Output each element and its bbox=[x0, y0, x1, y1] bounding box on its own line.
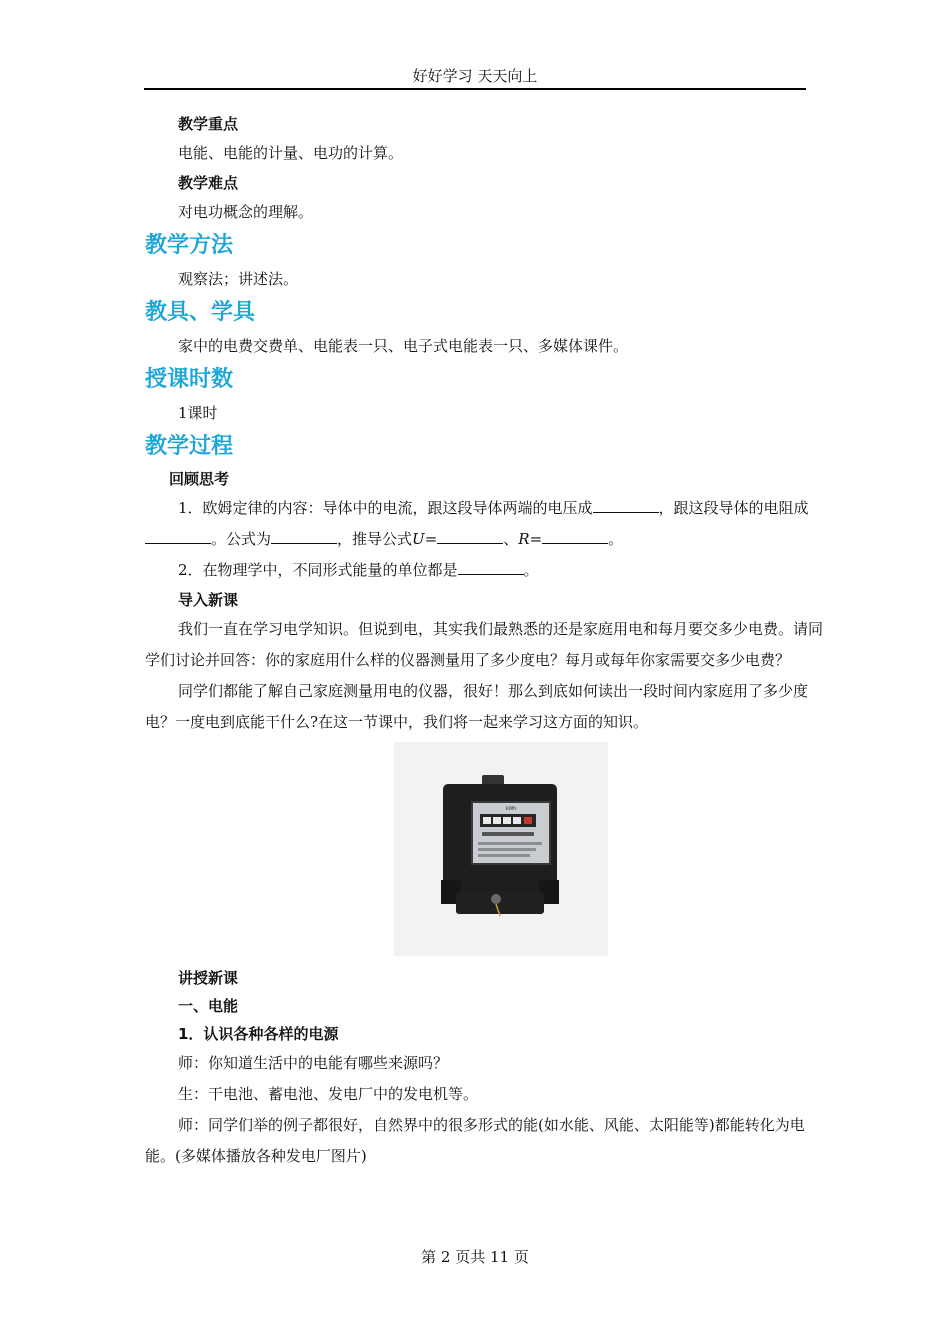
q1-part1: 1．欧姆定律的内容：导体中的电流，跟这段导体两端的电压成 bbox=[178, 499, 593, 517]
review-question-1 bbox=[145, 493, 825, 555]
q1-part4: ，推导公式 bbox=[337, 530, 413, 548]
difficulties-heading: 教学难点 bbox=[178, 174, 239, 192]
review-question-2 bbox=[145, 555, 825, 586]
q1-part3: 。公式为 bbox=[211, 530, 272, 548]
answer-blank bbox=[458, 560, 524, 575]
equals-sign: = bbox=[424, 530, 438, 548]
tools-text: 家中的电费交费单、电能表一只、电子式电能表一只、多媒体课件。 bbox=[178, 337, 629, 355]
electric-meter-icon bbox=[394, 742, 608, 956]
process-title: 教学过程 bbox=[145, 434, 234, 459]
answer-blank bbox=[542, 529, 608, 544]
hours-title: 授课时数 bbox=[145, 367, 234, 392]
separator: 、 bbox=[503, 530, 519, 548]
methods-text: 观察法；讲述法。 bbox=[178, 270, 299, 288]
q1-end: 。 bbox=[608, 530, 624, 548]
page-footer: 第 2 页共 11 页 bbox=[421, 1248, 529, 1266]
dialogue-teacher-1: 师：你知道生活中的电能有哪些来源吗？ bbox=[178, 1054, 449, 1072]
review-heading: 回顾思考 bbox=[169, 470, 230, 488]
answer-blank bbox=[145, 529, 211, 544]
electric-meter-image bbox=[394, 742, 608, 956]
dialogue-teacher-2: 师：同学们举的例子都很好，自然界中的很多形式的能(如水能、风能、太阳能等)都能转化为电能。(多媒体播放各种发电厂图片) bbox=[145, 1116, 805, 1165]
hours-text: 1课时 bbox=[178, 404, 218, 422]
answer-blank bbox=[271, 529, 337, 544]
header-rule bbox=[144, 88, 806, 90]
key-points-heading: 教学重点 bbox=[178, 115, 239, 133]
intro-heading: 导入新课 bbox=[178, 591, 239, 609]
q2-end: 。 bbox=[523, 561, 539, 579]
intro-paragraph-2: 同学们都能了解自己家庭测量用电的仪器，很好！那么到底如何读出一段时间内家庭用了多少度电？一度电到底能干什么?在这一节课中，我们将一起来学习这方面的知识。 bbox=[145, 682, 809, 731]
new-lesson-heading: 讲授新课 bbox=[178, 969, 239, 987]
u-variable: U bbox=[412, 530, 425, 548]
difficulties-text: 对电功概念的理解。 bbox=[178, 203, 314, 221]
dialogue-student-1: 生：干电池、蓄电池、发电厂中的发电机等。 bbox=[178, 1085, 479, 1103]
tools-title: 教具、学具 bbox=[145, 300, 256, 325]
answer-blank bbox=[593, 498, 659, 513]
meter-unit-label: kWh bbox=[506, 806, 516, 812]
key-points-text: 电能、电能的计量、电功的计算。 bbox=[178, 144, 404, 162]
methods-title: 教学方法 bbox=[145, 233, 234, 258]
answer-blank bbox=[437, 529, 503, 544]
q2-part1: 2．在物理学中，不同形式能量的单位都是 bbox=[178, 561, 458, 579]
equals-sign: = bbox=[529, 530, 543, 548]
q1-part2: ，跟这段导体的电阻成 bbox=[658, 499, 809, 517]
r-variable: R bbox=[518, 530, 530, 548]
document-body bbox=[145, 110, 825, 1172]
subsection-power-sources: 1．认识各种各样的电源 bbox=[178, 1025, 339, 1043]
intro-paragraph-1: 我们一直在学习电学知识。但说到电，其实我们最熟悉的还是家庭用电和每月要交多少电费。请同学们讨论并回答：你的家庭用什么样的仪器测量用了多少度电？每月或每年你家需要交多少电费？ bbox=[145, 620, 824, 669]
page-header: 好好学习 天天向上 bbox=[412, 67, 538, 85]
section-electric-energy: 一、电能 bbox=[178, 997, 239, 1015]
